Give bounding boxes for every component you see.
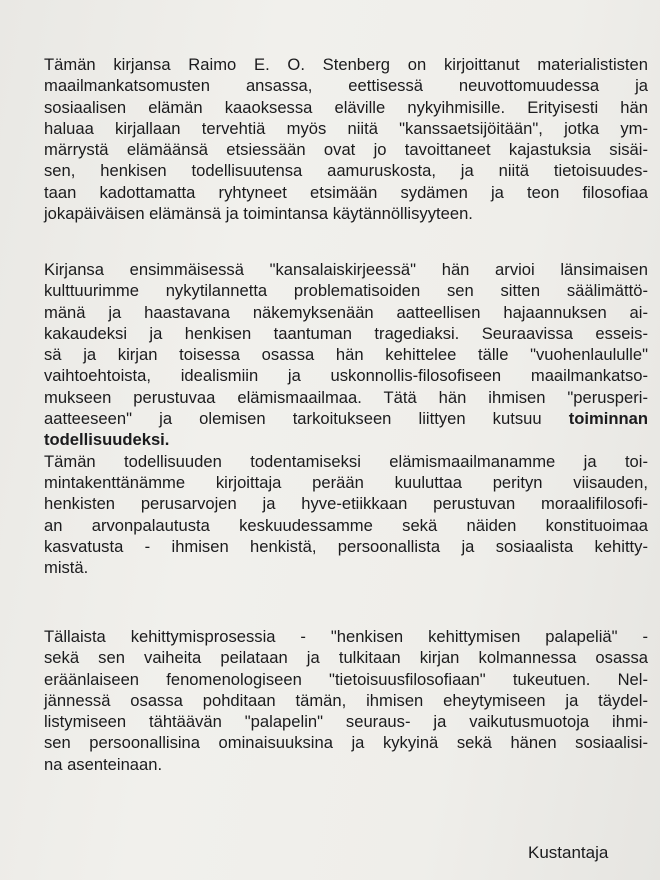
text-line: an arvonpalautusta keskuudessamme sekä näiden konstituoimaa xyxy=(44,515,648,535)
text-line xyxy=(44,408,648,429)
text-line: eräänlaiseen fenomenologiseen "tietoisuusfilosofiaan" tukeutuen. Nel- xyxy=(44,669,648,689)
text-line: na asenteinaan. xyxy=(44,754,163,774)
text-line: Tällaista kehittymisprosessia - "henkisen kehittymisen palapeliä" - xyxy=(44,627,648,646)
text-line: märrystä elämäänsä etsiessään ovat jo tavoittaneet kajastuksia sisäi- xyxy=(44,140,648,160)
paragraph-first-part xyxy=(44,259,648,578)
text-line: mistä. xyxy=(44,558,89,578)
text-line: kulttuurimme nykytilannetta problematisoiden sen sitten säälimättö- xyxy=(44,281,648,301)
paragraph-intro xyxy=(44,54,648,224)
text-line: jokapäiväisen elämänsä ja toimintansa käytännöllisyyteen. xyxy=(44,204,473,224)
text-line: mintakenttänämme kirjoittaja perään kuuluttaa perityn viisauden, xyxy=(44,472,648,492)
text-line: kakaudeksi ja henkisen taantuman tragediaksi. Seuraavissa esseis- xyxy=(44,323,648,343)
text-line: taan kadottamatta ryhtyneet etsimään sydämen ja teon filosofiaa xyxy=(44,182,648,202)
text-line: sen, henkisen todellisuutensa aamuruskosta, ja niitä tietoisuudes- xyxy=(44,161,648,181)
text-line: mukseen perustuvaa elämismaailmaa. Tätä hän ihmisen "perusperi- xyxy=(44,387,648,407)
text-line: Tämän kirjansa Raimo E. O. Stenberg on kirjoittanut materialististen xyxy=(44,55,648,74)
text-line: kasvatusta - ihmisen henkistä, persoonallista ja sosiaalista kehitty- xyxy=(44,536,648,556)
text-line: sosiaalisen elämän kaaoksessa eläville nykyihmisille. Erityisesti hän xyxy=(44,97,648,117)
text-line: Tämän todellisuuden todentamiseksi elämismaailmanamme ja toi- xyxy=(44,451,648,471)
text-line: mänä ja haastavana näkemyksenään aatteellisen hajaannuksen ai- xyxy=(44,302,648,322)
emphasis-text: todellisuudeksi. xyxy=(44,430,170,450)
text-line: Kirjansa ensimmäisessä "kansalaiskirjeessä" hän arvioi länsimaisen xyxy=(44,260,648,279)
text-line: henkisten perusarvojen ja hyve-etiikkaan perustuvan moraalifilosofi- xyxy=(44,494,648,514)
text-line: maailmankatsomusten ansassa, eettisessä neuvottomuudessa ja xyxy=(44,76,648,96)
text-line: vaihtoehtoista, idealismiin ja uskonnollis-filosofiseen maailmankatso- xyxy=(44,366,648,386)
emphasis-text: toiminnan xyxy=(568,409,648,429)
text-line: sä ja kirjan toisessa osassa hän kehittelee tälle "vuohenlaululle" xyxy=(44,345,648,365)
text-line: sekä sen vaiheita peilataan ja tulkitaan kirjan kolmannessa osassa xyxy=(44,648,648,668)
text-line: sen persoonallisina ominaisuuksina ja kykyinä sekä hänen sosiaalisi- xyxy=(44,733,648,753)
text-line: listymiseen tähtäävän "palapelin" seuraus- ja vaikutusmuotoja ihmi- xyxy=(44,712,648,732)
publisher-signature: Kustantaja xyxy=(528,843,609,862)
text-line: haluaa kirjallaan tervehtiä myös niitä "kanssaetsijöitään", jotka ym- xyxy=(44,118,648,138)
paragraph-third-part xyxy=(44,626,648,775)
text-line: jännessä osassa pohditaan tämän, ihmisen eheytymiseen ja täydel- xyxy=(44,690,648,710)
text-line-segment: aatteeseen" ja olemisen tarkoitukseen liittyen kutsuu xyxy=(44,409,542,429)
